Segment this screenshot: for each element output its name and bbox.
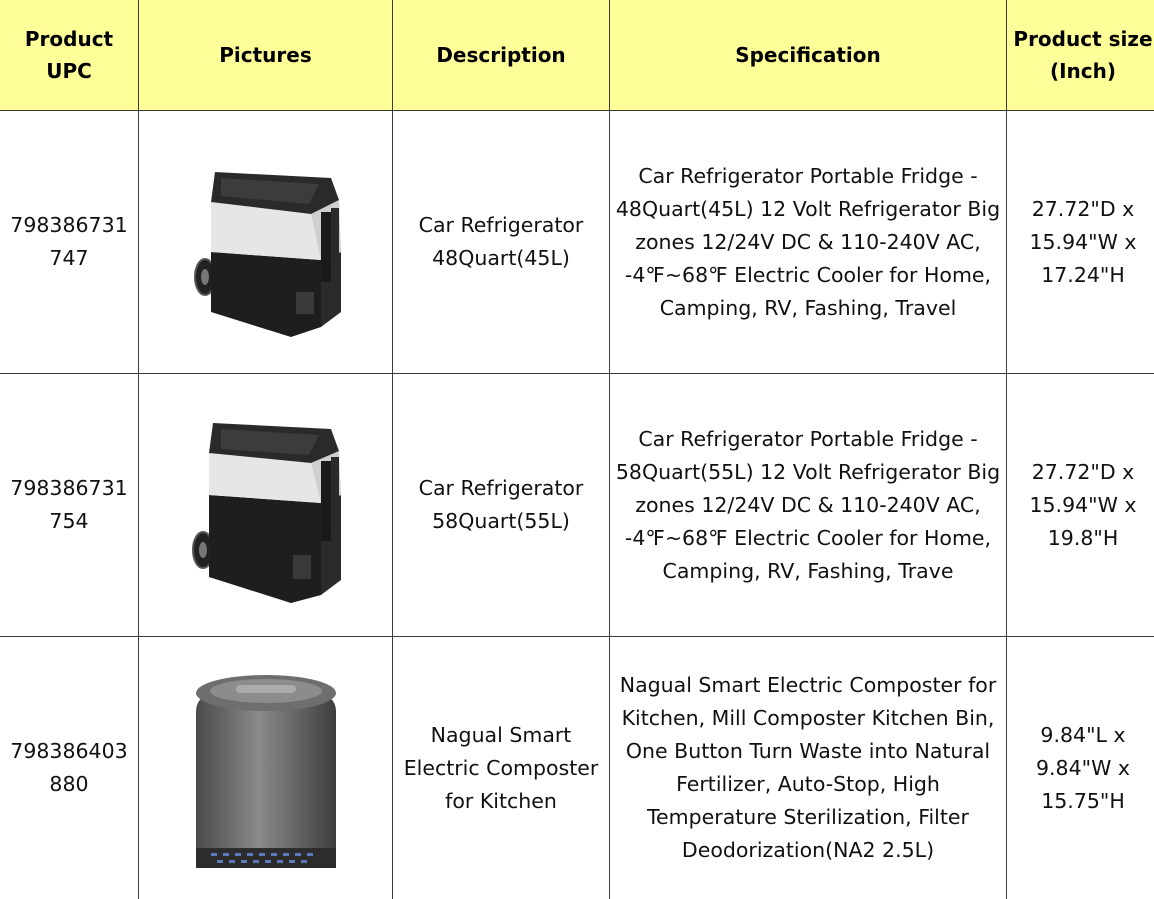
table-row [0, 374, 1154, 637]
cell-description: Car Refrigerator 58Quart(55L) [393, 374, 610, 637]
header-specification: Specification [610, 0, 1007, 111]
electric-composter-image [186, 663, 346, 873]
cell-picture [139, 637, 393, 899]
cell-upc: 798386731747 [0, 111, 139, 374]
cell-specification: Car Refrigerator Portable Fridge - 48Quart(45L) 12 Volt Refrigerator Big zones 12/24V DC & 110-240V AC, -4℉~68℉ Electric Cooler for Home, Camping, RV, Fashing, Travel [610, 111, 1007, 374]
cell-description: Nagual Smart Electric Composter for Kitchen [393, 637, 610, 899]
header-description: Description [393, 0, 610, 111]
cell-description: Car Refrigerator 48Quart(45L) [393, 111, 610, 374]
car-refrigerator-45l-image [181, 142, 351, 342]
car-refrigerator-55l-image [181, 405, 351, 605]
header-pictures: Pictures [139, 0, 393, 111]
cell-product-size: 27.72"D x 15.94"W x 17.24"H [1007, 111, 1154, 374]
table-row [0, 111, 1154, 374]
cell-picture [139, 374, 393, 637]
cell-product-size: 27.72"D x 15.94"W x 19.8"H [1007, 374, 1154, 637]
cell-specification: Car Refrigerator Portable Fridge - 58Quart(55L) 12 Volt Refrigerator Big zones 12/24V DC & 110-240V AC, -4℉~68℉ Electric Cooler for Home, Camping, RV, Fashing, Trave [610, 374, 1007, 637]
header-row [0, 0, 1154, 111]
cell-product-size: 9.84"L x 9.84"W x 15.75"H [1007, 637, 1154, 899]
table-row [0, 637, 1154, 899]
cell-upc: 798386403880 [0, 637, 139, 899]
header-product-size: Product size (Inch) [1007, 0, 1154, 111]
cell-picture [139, 111, 393, 374]
cell-upc: 798386731754 [0, 374, 139, 637]
cell-specification: Nagual Smart Electric Composter for Kitchen, Mill Composter Kitchen Bin, One Button Turn Waste into Natural Fertilizer, Auto-Stop, High Temperature Sterilization, Filter Deodorization(NA2 2.5L) [610, 637, 1007, 899]
header-upc: Product UPC [0, 0, 139, 111]
